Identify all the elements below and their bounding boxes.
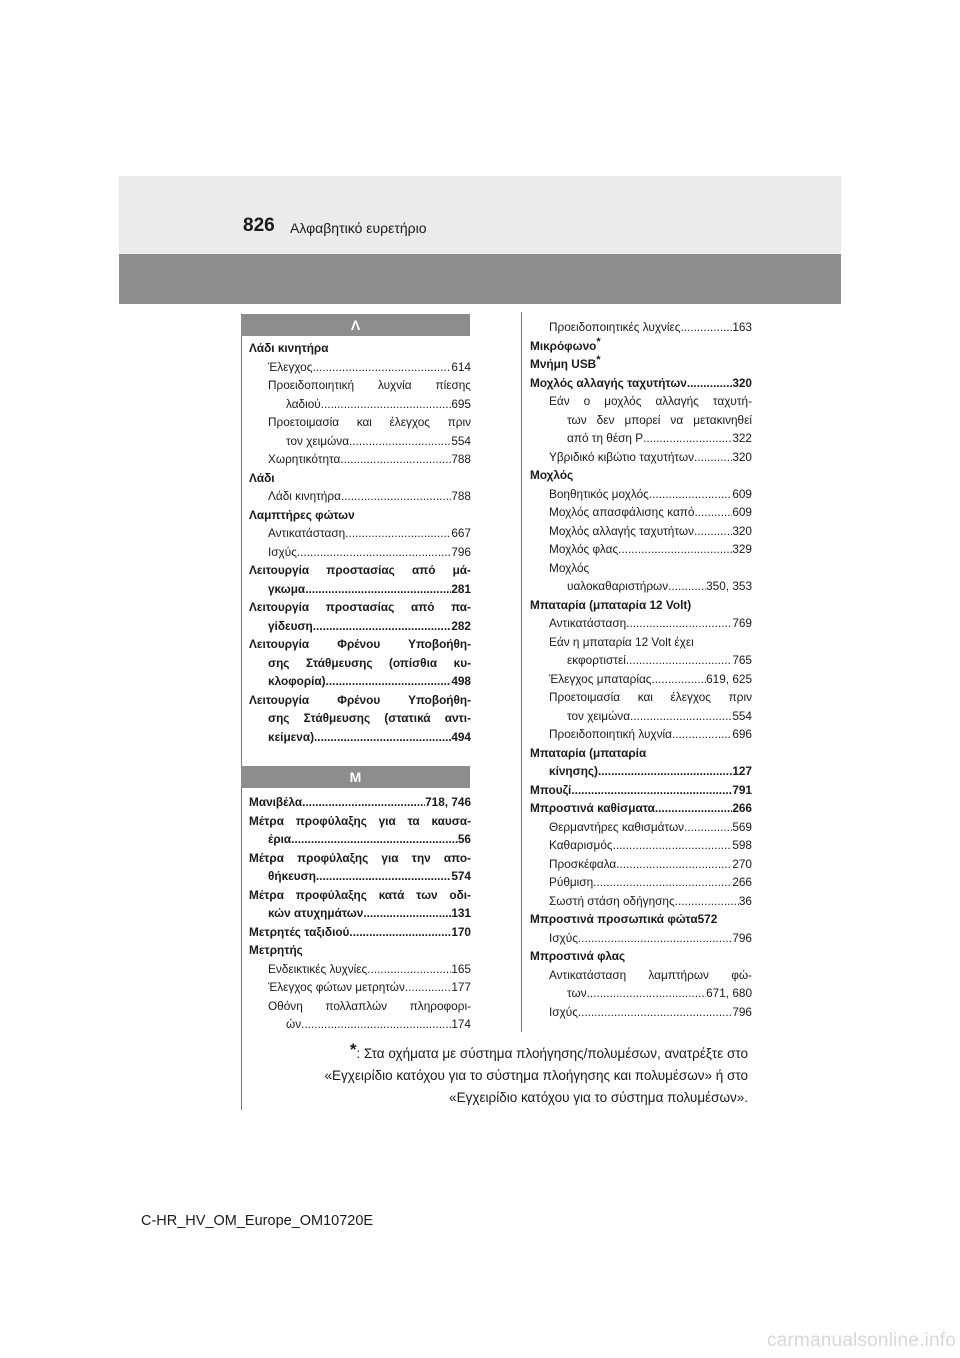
index-entry-row <box>530 355 752 374</box>
index-entry-term: Έλεγχος <box>268 359 313 374</box>
leader-dots <box>367 960 451 979</box>
index-entry-term: Μοχλός <box>530 468 574 482</box>
index-entry-term: Μικρόφωνο* <box>530 335 601 353</box>
letter-header-lambda: Λ <box>241 314 470 336</box>
index-entry-term: Έλεγχος φώτων μετρητών <box>268 980 405 994</box>
leader-dots <box>305 580 451 599</box>
index-entry <box>530 633 752 670</box>
index-entry-term: Μπροστινά προσωπικά φώτα <box>530 912 698 926</box>
index-entry <box>530 448 752 467</box>
index-entry-term: Μετρητές ταξιδιού <box>249 924 350 939</box>
page-ref: 614 <box>451 359 471 374</box>
index-entry-row <box>530 374 752 393</box>
index-entry-row <box>268 358 471 377</box>
leader-dots <box>326 672 452 691</box>
index-entry-row <box>549 818 752 837</box>
index-entry-row <box>549 448 752 467</box>
index-entry-row <box>249 904 471 923</box>
page-ref: 165 <box>451 961 471 976</box>
index-entry <box>530 466 752 485</box>
page-ref: 282 <box>451 618 471 633</box>
index-entry <box>530 337 752 356</box>
index-entry <box>249 960 471 979</box>
index-entry-row <box>549 503 752 522</box>
leader-dots <box>694 503 732 522</box>
index-entry-term: τον χειμώνα <box>286 433 350 448</box>
index-entry-term: Λάδι <box>249 470 275 485</box>
index-entry <box>249 978 471 997</box>
index-entry-term: Μνήμη USB* <box>530 354 601 371</box>
index-entry <box>530 836 752 855</box>
index-entry <box>249 941 471 960</box>
index-entry-row <box>549 1003 752 1022</box>
header-band <box>119 176 841 254</box>
leader-dots <box>593 873 732 892</box>
index-entry-line: Προετοιμασία και έλεγχος πριν <box>549 690 752 704</box>
page-ref: 574 <box>451 869 471 883</box>
index-entry-term: γίδευση <box>268 618 313 633</box>
page-ref: 609 <box>732 505 752 519</box>
index-entry <box>530 855 752 874</box>
index-entry-term: θήκευση <box>268 869 316 883</box>
page-ref: 796 <box>732 930 752 945</box>
page-ref: 131 <box>451 906 471 920</box>
page-ref: 569 <box>732 819 752 834</box>
index-entry-row <box>549 429 752 448</box>
page-ref: 788 <box>451 489 471 503</box>
page-ref: 572 <box>697 912 718 926</box>
index-entry-term: έρια <box>268 832 292 846</box>
index-entry-row <box>268 524 471 543</box>
index-entry-row <box>249 793 471 812</box>
index-entry <box>530 781 752 800</box>
leader-dots <box>316 867 451 886</box>
page-ref: 796 <box>451 544 471 559</box>
page-ref: 36 <box>738 893 752 908</box>
index-entry-term: Μοχλός απασφάλισης καπό <box>549 505 695 519</box>
column-divider-left <box>241 314 242 1110</box>
index-entry-term: Σωστή στάση οδήγησης <box>549 893 675 908</box>
index-entry-term: τον χειμώνα <box>567 708 631 723</box>
index-entry-term: από τη θέση P <box>567 431 644 445</box>
page-ref: 322 <box>732 431 752 445</box>
index-entry <box>530 892 752 911</box>
leader-dots <box>291 830 458 849</box>
page-ref: 796 <box>732 1004 752 1019</box>
page-ref: 696 <box>732 727 752 741</box>
index-entry-term: εκφορτιστεί <box>567 653 626 667</box>
index-entry <box>530 374 752 393</box>
leader-dots <box>694 448 732 467</box>
index-entry-term: Υβριδικό κιβώτιο ταχυτήτων <box>549 449 695 464</box>
index-entry-row <box>249 728 471 747</box>
leader-dots <box>618 540 732 559</box>
index-entry-term: Ισχύς <box>268 544 297 559</box>
index-entry-row <box>530 910 752 929</box>
index-entry <box>249 487 471 506</box>
index-entry-term: Αντικατάσταση <box>549 616 627 630</box>
index-entry-row <box>249 672 471 691</box>
index-entry-term: Ισχύς <box>549 930 578 945</box>
index-entry-row <box>549 855 752 874</box>
index-entry-row <box>268 432 471 451</box>
footnote-star: * <box>349 1040 357 1059</box>
index-entry-row <box>530 762 752 781</box>
page-ref: 170 <box>451 924 471 939</box>
index-entry-row <box>268 1015 471 1034</box>
leader-dots <box>340 450 451 469</box>
index-entry-row <box>268 543 471 562</box>
index-entry-row <box>549 485 752 504</box>
leader-dots <box>616 855 732 874</box>
leader-dots <box>684 818 732 837</box>
index-entry-row <box>549 651 752 670</box>
index-entry-row <box>530 596 752 615</box>
page-ref: 609 <box>732 486 752 501</box>
leader-dots <box>668 577 706 596</box>
index-entry-row <box>249 580 471 599</box>
index-entry-term: Προειδοποιητικές λυχνίες <box>549 320 681 334</box>
leader-dots <box>651 670 706 689</box>
index-entry-term: Ρύθμιση <box>549 875 594 889</box>
index-entry-term: Θερμαντήρες καθισμάτων <box>549 819 685 834</box>
footnote-line-1: : Στα οχήματα με σύστημα πλοήγησης/πολυμέσων, ανατρέξτε στο <box>356 1046 748 1061</box>
index-entry <box>249 691 471 747</box>
leader-dots <box>302 793 425 812</box>
index-entry-term: Έλεγχος μπαταρίας <box>549 671 652 686</box>
leader-dots <box>349 432 451 451</box>
index-entry-row <box>549 836 752 855</box>
index-entry <box>249 635 471 691</box>
page-ref: 329 <box>732 542 752 556</box>
index-entry-term: ών <box>286 1017 302 1031</box>
index-entry-line: Λειτουργία Φρένου Υποβοήθη- <box>249 692 471 707</box>
index-entry-row <box>530 337 752 356</box>
footnote <box>268 1040 748 1109</box>
page-ref: 350, 353 <box>706 579 752 593</box>
leader-dots <box>349 923 451 942</box>
index-entry-line: Μέτρα προφύλαξης κατά των οδι- <box>249 887 471 902</box>
leader-dots <box>598 762 732 781</box>
index-entry-term: Καθαρισμός <box>549 838 613 852</box>
leader-dots <box>363 904 451 923</box>
index-entry-term: Μπροστινά καθίσματα <box>530 801 655 815</box>
index-entry-term: Μετρητής <box>249 943 303 957</box>
index-entry-term: υαλοκαθαριστήρων <box>567 579 669 593</box>
page-ref: 281 <box>451 581 471 596</box>
index-column-lambda <box>249 339 471 746</box>
page-ref: 177 <box>451 980 471 994</box>
index-entry-term: Αντικατάσταση <box>268 526 346 540</box>
header-dark-band <box>119 254 841 304</box>
index-entry-row <box>549 984 752 1003</box>
leader-dots <box>341 487 451 506</box>
index-entry-line: Μπαταρία (μπαταρία <box>530 745 647 760</box>
index-entry-line: σης Στάθμευσης (οπίσθια κυ- <box>268 655 471 670</box>
index-entry-term: Λάδι κινητήρα <box>268 489 341 503</box>
index-entry <box>530 744 752 781</box>
index-entry <box>530 596 752 615</box>
letter-header-mu: Μ <box>241 766 470 788</box>
leader-dots <box>649 485 732 504</box>
index-entry-line: Λειτουργία Φρένου Υποβοήθη- <box>249 637 471 651</box>
index-entry-line: Αντικατάσταση λαμπτήρων φώ- <box>549 967 752 982</box>
index-entry-term: Βοηθητικός μοχλός <box>549 486 649 501</box>
index-entry-line: Λειτουργία προστασίας από μά- <box>249 563 471 577</box>
leader-dots <box>680 318 732 337</box>
index-column-right <box>530 318 752 1021</box>
leader-dots <box>655 799 732 818</box>
column-divider-middle <box>521 312 522 1032</box>
index-entry-row <box>549 929 752 948</box>
page-ref: 270 <box>732 856 752 871</box>
index-entry <box>249 339 471 358</box>
index-entry-row <box>249 830 471 849</box>
index-entry <box>530 522 752 541</box>
index-entry-term: Μανιβέλα <box>249 795 303 809</box>
index-entry-row <box>549 318 752 337</box>
document-code: C-HR_HV_OM_Europe_OM10720E <box>141 1213 374 1229</box>
page-ref: 769 <box>732 616 752 630</box>
index-entry-row <box>549 540 752 559</box>
index-entry <box>249 413 471 450</box>
page-ref: 671, 680 <box>706 986 752 1000</box>
index-entry-term: Προειδοποιητική λυχνία <box>549 727 672 741</box>
index-entry-line: Οθόνη πολλαπλών πληροφορι- <box>268 998 471 1013</box>
leader-dots <box>314 728 451 747</box>
index-entry <box>530 929 752 948</box>
index-entry <box>249 812 471 849</box>
index-entry-term: Χωρητικότητα <box>268 452 341 466</box>
page-ref: 554 <box>451 433 471 448</box>
index-entry-term: κλοφορία) <box>268 674 326 688</box>
page-ref: 619, 625 <box>706 671 752 686</box>
index-entry-row <box>549 522 752 541</box>
index-entry-line: σης Στάθμευσης (στατικά αντι- <box>268 711 471 725</box>
page-ref: 266 <box>732 801 752 815</box>
index-entry-term: λαδιού <box>286 396 321 411</box>
leader-dots <box>626 614 732 633</box>
index-entry-term: Προσκέφαλα <box>549 856 617 871</box>
leader-dots <box>643 429 732 448</box>
index-entry-line: Μοχλός <box>549 560 590 575</box>
leader-dots <box>578 1003 732 1022</box>
page-ref: 174 <box>451 1017 471 1031</box>
index-entry-term: Μπροστινά φλας <box>530 949 626 963</box>
index-entry <box>249 524 471 543</box>
leader-dots <box>312 358 451 377</box>
index-entry-line: Προειδοποιητική λυχνία πίεσης <box>268 378 471 392</box>
page-ref: 718, 746 <box>425 795 471 809</box>
footnote-line-2: «Εγχειρίδιο κατόχου για το σύστημα πλοήγησης και πολυμέσων» ή στο <box>324 1068 748 1083</box>
index-entry-row <box>549 873 752 892</box>
index-entry-row <box>268 450 471 469</box>
index-entry-row <box>249 617 471 636</box>
section-title: Αλφαβητικό ευρετήριο <box>290 220 427 236</box>
index-entry-line: Εάν η μπαταρία 12 Volt έχει <box>549 634 694 649</box>
index-entry-term: Μοχλός αλλαγής ταχυτήτων <box>530 375 687 390</box>
page-ref: 320 <box>732 449 752 464</box>
page-ref: 498 <box>451 674 471 688</box>
index-entry-term: Λάδι κινητήρα <box>249 341 329 355</box>
leader-dots <box>630 707 732 726</box>
index-entry <box>249 358 471 377</box>
index-entry-row <box>549 707 752 726</box>
leader-dots <box>578 929 732 948</box>
index-entry-row <box>249 339 471 358</box>
leader-dots <box>321 395 452 414</box>
index-entry-row <box>549 892 752 911</box>
index-entry <box>249 997 471 1034</box>
page-ref: 163 <box>732 320 752 334</box>
page-ref: 494 <box>451 729 471 744</box>
leader-dots <box>405 978 451 997</box>
index-column-mu <box>249 793 471 1034</box>
index-entry-term: γκωμα <box>268 581 306 596</box>
index-entry-row <box>549 614 752 633</box>
index-entry-line: Μέτρα προφύλαξης για τα καυσα- <box>249 813 471 828</box>
index-entry <box>530 725 752 744</box>
index-entry-term: Μοχλός αλλαγής ταχυτήτων <box>549 523 694 538</box>
index-entry-row <box>549 725 752 744</box>
leader-dots <box>587 984 706 1003</box>
index-entry-term: κών ατυχημάτων <box>268 906 364 920</box>
index-entry <box>530 947 752 966</box>
index-entry <box>530 1003 752 1022</box>
index-entry-term: των <box>567 986 587 1000</box>
footnote-marker: * <box>596 335 601 348</box>
page-ref: 554 <box>732 708 752 723</box>
index-entry-term: Ισχύς <box>549 1004 578 1019</box>
index-entry-row <box>249 506 471 525</box>
index-entry <box>530 614 752 633</box>
index-entry-row <box>268 960 471 979</box>
page-ref: 320 <box>732 375 752 390</box>
index-entry <box>530 873 752 892</box>
page-ref: 765 <box>732 653 752 667</box>
index-entry <box>249 598 471 635</box>
index-entry-line: Μέτρα προφύλαξης για την απο- <box>249 850 471 865</box>
index-entry-row <box>530 799 752 818</box>
page-ref: 56 <box>457 832 471 846</box>
index-entry <box>530 818 752 837</box>
leader-dots <box>687 374 732 393</box>
index-entry-row <box>549 670 752 689</box>
page-ref: 695 <box>451 396 471 411</box>
index-entry <box>530 966 752 1003</box>
page-ref: 266 <box>732 875 752 889</box>
index-entry-row <box>530 781 752 800</box>
index-entry-line: Λειτουργία προστασίας από πα- <box>249 600 471 614</box>
index-entry-row <box>249 923 471 942</box>
index-entry <box>530 688 752 725</box>
index-entry <box>249 793 471 812</box>
index-entry <box>249 469 471 488</box>
index-entry-term: Μοχλός φλας <box>549 542 619 556</box>
index-entry-row <box>530 466 752 485</box>
page-ref: 598 <box>732 838 752 852</box>
index-entry-row <box>249 469 471 488</box>
index-entry-line: Εάν ο μοχλός αλλαγής ταχυτή- <box>549 394 752 408</box>
page-ref: 127 <box>732 764 752 778</box>
leader-dots <box>694 522 732 541</box>
page-ref: 791 <box>732 782 752 797</box>
index-entry-line: των δεν μπορεί να μετακινηθεί <box>567 412 752 427</box>
index-entry-row <box>530 947 752 966</box>
index-entry <box>530 318 752 337</box>
index-entry-term: Μπαταρία (μπαταρία 12 Volt) <box>530 597 692 612</box>
index-entry <box>249 886 471 923</box>
leader-dots <box>345 524 451 543</box>
page-ref: 788 <box>451 452 471 466</box>
index-entry <box>249 376 471 413</box>
index-entry-term: κίνησης) <box>549 764 598 778</box>
leader-dots <box>313 617 452 636</box>
index-entry-row <box>549 577 752 596</box>
index-entry-term: Μπουζί <box>530 782 572 797</box>
index-entry-term: κείμενα) <box>268 729 315 744</box>
index-entry <box>530 503 752 522</box>
footnote-marker: * <box>596 354 601 367</box>
index-entry <box>249 923 471 942</box>
index-entry <box>530 392 752 448</box>
leader-dots <box>672 725 732 744</box>
index-entry-row <box>268 487 471 506</box>
page-ref: 667 <box>451 526 471 540</box>
index-entry-row <box>249 941 471 960</box>
page-ref: 320 <box>732 523 752 538</box>
index-entry-term: Ενδεικτικές λυχνίες <box>268 961 368 976</box>
index-entry <box>249 506 471 525</box>
leader-dots <box>297 543 451 562</box>
index-entry <box>249 543 471 562</box>
index-entry-row <box>268 395 471 414</box>
index-entry <box>530 355 752 374</box>
leader-dots <box>626 651 732 670</box>
footnote-line-3: «Εγχειρίδιο κατόχου για το σύστημα πολυμέσων». <box>449 1090 748 1105</box>
index-entry <box>530 485 752 504</box>
leader-dots <box>301 1015 451 1034</box>
index-entry <box>249 849 471 886</box>
index-entry <box>249 561 471 598</box>
index-entry-term: Λαμπτήρες φώτων <box>249 507 355 522</box>
index-entry <box>249 450 471 469</box>
page-number: 826 <box>243 215 275 236</box>
index-entry <box>530 559 752 596</box>
index-entry <box>530 670 752 689</box>
index-entry-row <box>268 978 471 997</box>
index-entry <box>530 799 752 818</box>
leader-dots <box>613 836 733 855</box>
leader-dots <box>675 892 739 911</box>
index-entry-line: Προετοιμασία και έλεγχος πριν <box>268 415 471 429</box>
leader-dots <box>571 781 732 800</box>
index-entry <box>530 540 752 559</box>
watermark: carmanualsonline.info <box>766 1330 956 1351</box>
index-entry <box>530 910 752 929</box>
index-entry-row <box>249 867 471 886</box>
